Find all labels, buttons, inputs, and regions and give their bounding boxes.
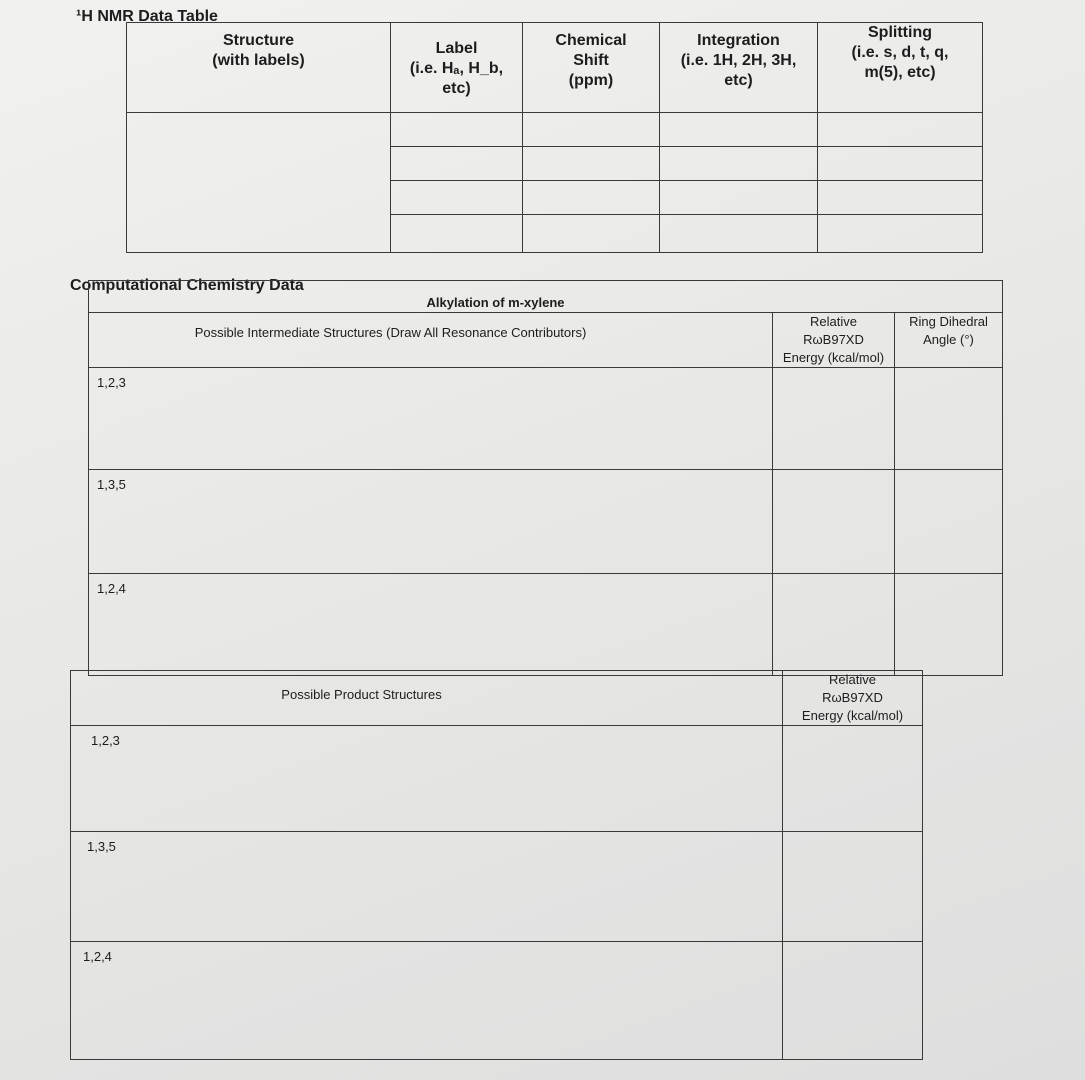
nmr-cell[interactable]	[523, 181, 660, 215]
intermediate-row-label: 1,2,4	[89, 574, 773, 676]
alkylation-table-title: Alkylation of m-xylene	[89, 281, 1003, 313]
intermediate-structures-header: Possible Intermediate Structures (Draw All Resonance Contributors)	[89, 313, 773, 368]
product-row-label: 1,2,4	[71, 942, 783, 1060]
nmr-cell[interactable]	[818, 113, 983, 147]
intermediates-table	[88, 280, 1003, 676]
nmr-cell[interactable]	[523, 113, 660, 147]
intermediate-row-label: 1,3,5	[89, 470, 773, 574]
nmr-cell[interactable]	[523, 215, 660, 253]
nmr-cell[interactable]	[391, 181, 523, 215]
product-energy-cell[interactable]	[783, 942, 923, 1060]
nmr-structure-cell[interactable]	[127, 113, 391, 253]
intermediate-row-label: 1,2,3	[89, 368, 773, 470]
nmr-header-splitting: Splitting (i.e. s, d, t, q, m(5), etc)	[818, 23, 983, 113]
nmr-cell[interactable]	[660, 147, 818, 181]
product-row-label: 1,2,3	[71, 726, 783, 832]
nmr-cell[interactable]	[818, 181, 983, 215]
intermediate-dihedral-cell[interactable]	[895, 574, 1003, 676]
nmr-cell[interactable]	[391, 215, 523, 253]
intermediate-energy-cell[interactable]	[773, 368, 895, 470]
intermediate-energy-header: Relative RωB97XD Energy (kcal/mol)	[773, 313, 895, 368]
nmr-cell[interactable]	[660, 113, 818, 147]
nmr-table-title: ¹H NMR Data Table	[76, 8, 218, 25]
comp-section-title: Computational Chemistry Data	[70, 277, 304, 294]
nmr-header-integration: Integration (i.e. 1H, 2H, 3H, etc)	[660, 23, 818, 113]
nmr-cell[interactable]	[660, 215, 818, 253]
ring-dihedral-header: Ring Dihedral Angle (°)	[895, 313, 1003, 368]
product-energy-header: Relative RωB97XD Energy (kcal/mol)	[783, 671, 923, 726]
nmr-cell[interactable]	[818, 215, 983, 253]
product-energy-cell[interactable]	[783, 832, 923, 942]
nmr-cell[interactable]	[391, 147, 523, 181]
intermediate-energy-cell[interactable]	[773, 470, 895, 574]
intermediate-energy-cell[interactable]	[773, 574, 895, 676]
nmr-cell[interactable]	[818, 147, 983, 181]
product-structures-header: Possible Product Structures	[71, 671, 783, 726]
nmr-cell[interactable]	[391, 113, 523, 147]
nmr-data-table	[126, 22, 983, 253]
intermediate-dihedral-cell[interactable]	[895, 470, 1003, 574]
products-table	[70, 670, 923, 1060]
product-energy-cell[interactable]	[783, 726, 923, 832]
intermediate-dihedral-cell[interactable]	[895, 368, 1003, 470]
nmr-cell[interactable]	[660, 181, 818, 215]
nmr-header-structure: Structure (with labels)	[127, 23, 391, 113]
nmr-header-label: Label (i.e. Hₐ, H_b, etc)	[391, 23, 523, 113]
nmr-cell[interactable]	[523, 147, 660, 181]
product-row-label: 1,3,5	[71, 832, 783, 942]
nmr-header-chemical-shift: Chemical Shift (ppm)	[523, 23, 660, 113]
